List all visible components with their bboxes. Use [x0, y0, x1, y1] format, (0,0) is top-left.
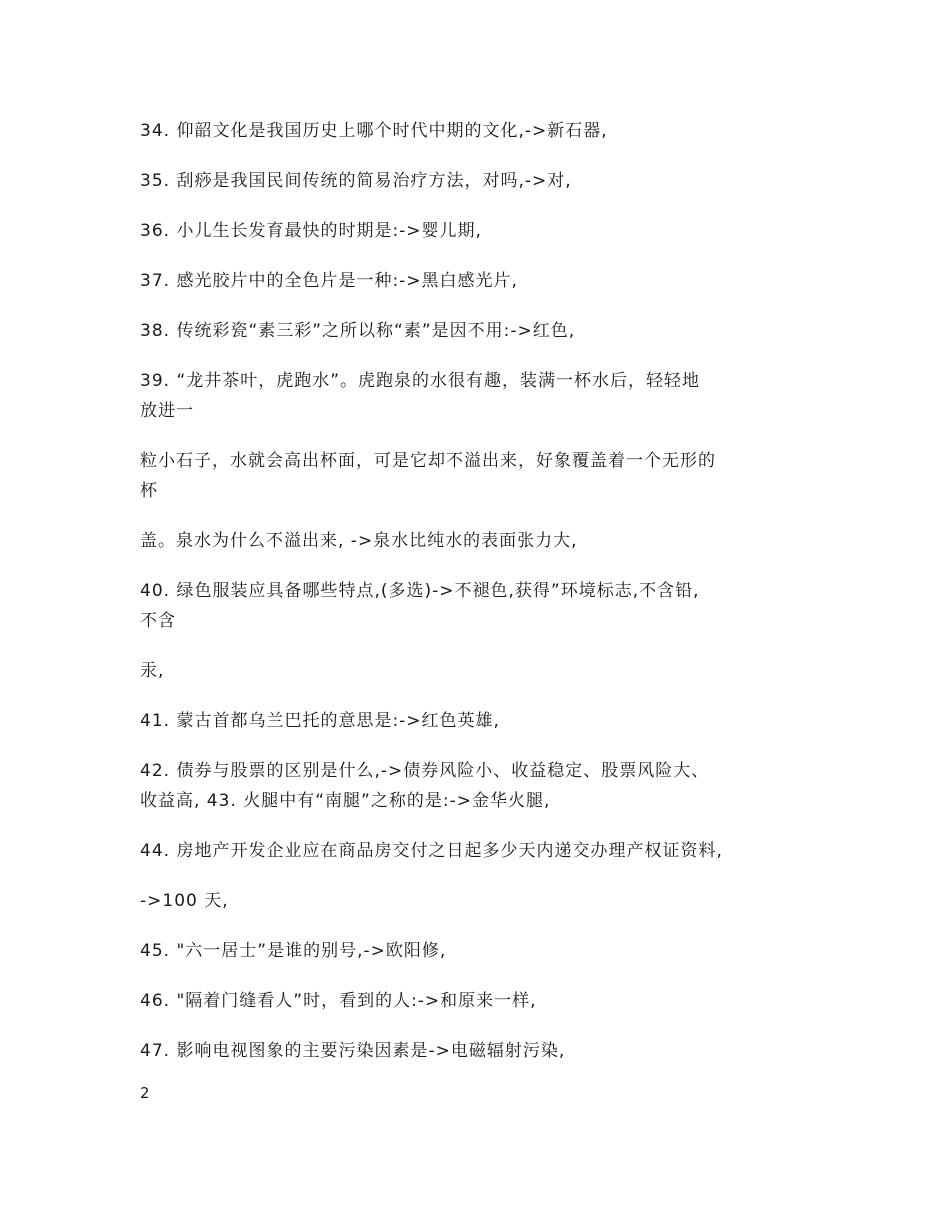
- text-line-44b: ->100 天,: [140, 891, 229, 911]
- text-line-45: 45. "六一居士”是谁的别号,->欧阳修,: [140, 941, 447, 961]
- text-line-37: 37. 感光胶片中的全色片是一种:->黑白感光片,: [140, 271, 518, 291]
- text-line-42a: 42. 债券与股票的区别是什么,->债券风险小、收益稳定、股票风险大、: [140, 761, 710, 781]
- text-line-39a: 39. “龙井茶叶，虎跑水”。虎跑泉的水很有趣，装满一杯水后，轻轻地: [140, 371, 701, 391]
- text-line-44a: 44. 房地产开发企业应在商品房交付之日起多少天内递交办理产权证资料,: [140, 841, 723, 861]
- text-line-38: 38. 传统彩瓷“素三彩”之所以称“素”是因不用:->红色,: [140, 321, 576, 341]
- text-line-39c: 粒小石子，水就会高出杯面，可是它却不溢出来，好象覆盖着一个无形的: [140, 451, 716, 471]
- text-line-40a: 40. 绿色服装应具备哪些特点,(多选)->不褪色,获得”环境标志,不含铅,: [140, 581, 700, 601]
- text-line-39d: 杯: [140, 481, 158, 501]
- text-line-39b: 放进一: [140, 401, 194, 421]
- text-line-36: 36. 小儿生长发育最快的时期是:->婴儿期,: [140, 221, 482, 241]
- text-line-47: 47. 影响电视图象的主要污染因素是->电磁辐射污染,: [140, 1041, 566, 1061]
- text-line-40b: 不含: [140, 611, 176, 631]
- text-line-46: 46. "隔着门缝看人”时，看到的人:->和原来一样,: [140, 991, 537, 1011]
- text-line-34: 34. 仰韶文化是我国历史上哪个时代中期的文化,->新石器,: [140, 121, 608, 141]
- text-line-41: 41. 蒙古首都乌兰巴托的意思是:->红色英雄,: [140, 711, 500, 731]
- text-line-39e: 盖。泉水为什么不溢出来, ->泉水比纯水的表面张力大,: [140, 531, 578, 551]
- page-number: 2: [140, 1084, 150, 1102]
- text-line-35: 35. 刮痧是我国民间传统的简易治疗方法，对吗,->对,: [140, 171, 572, 191]
- document-body: [140, 116, 820, 1086]
- text-line-40c: 汞,: [140, 661, 165, 681]
- text-line-42b: 收益高, 43. 火腿中有“南腿”之称的是:->金华火腿,: [140, 791, 551, 811]
